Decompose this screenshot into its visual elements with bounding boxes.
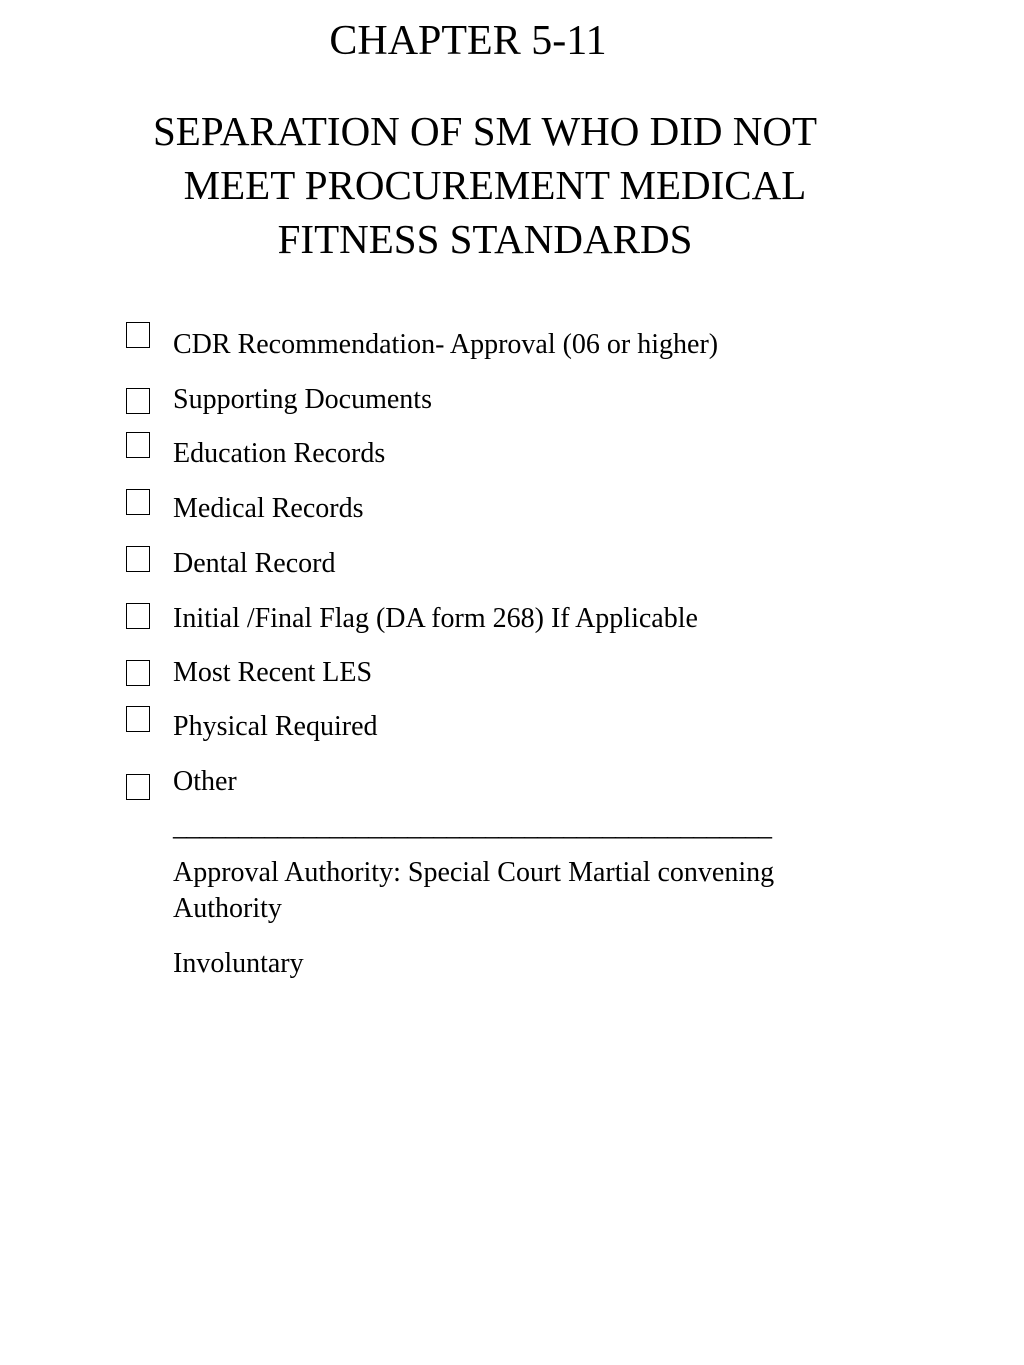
checklist-item-most-recent-les — [0, 657, 1024, 700]
checkbox[interactable] — [126, 489, 150, 515]
checklist-label: Initial /Final Flag (DA form 268) If Applicable — [173, 603, 698, 634]
checklist-label: Education Records — [173, 438, 386, 469]
checkbox[interactable] — [126, 660, 150, 686]
checkbox[interactable] — [126, 546, 150, 572]
approval-authority: Approval Authority: Special Court Martial convening Authority — [173, 857, 775, 924]
checklist-label: CDR Recommendation- Approval (06 or higher) — [173, 329, 719, 360]
checklist-item-initial-final-flag — [0, 603, 1024, 643]
checklist-label: Dental Record — [173, 548, 336, 579]
checklist-label: Other — [173, 766, 237, 797]
checklist-item-cdr-recommendation — [0, 322, 1024, 362]
separation-type: Involuntary — [173, 948, 304, 979]
title-line-3: FITNESS STANDARDS — [277, 216, 693, 262]
checklist-label: Supporting Documents — [173, 384, 432, 415]
title-line-1: SEPARATION OF SM WHO DID NOT — [152, 108, 818, 154]
checklist-item-medical-records — [0, 489, 1024, 529]
checklist-item-education-records — [0, 432, 1024, 472]
checklist-label: Medical Records — [173, 493, 364, 524]
checklist-item-dental-record — [0, 546, 1024, 586]
checkbox[interactable] — [126, 388, 150, 414]
checkbox[interactable] — [126, 432, 150, 458]
checklist-item-supporting-documents — [0, 384, 1024, 428]
checkbox[interactable] — [126, 603, 150, 629]
checklist-label: Physical Required — [173, 711, 378, 742]
checkbox[interactable] — [126, 706, 150, 732]
other-fill-line: ______________________________________________ — [173, 811, 771, 842]
document-title — [0, 104, 970, 266]
checklist-item-other — [0, 766, 1024, 814]
title-line-2: MEET PROCUREMENT MEDICAL — [183, 162, 807, 208]
checklist-label: Most Recent LES — [173, 657, 373, 688]
checkbox[interactable] — [126, 774, 150, 800]
chapter-heading: CHAPTER 5-11 — [329, 18, 607, 64]
checkbox[interactable] — [126, 322, 150, 348]
checklist-item-physical-required — [0, 706, 1024, 746]
